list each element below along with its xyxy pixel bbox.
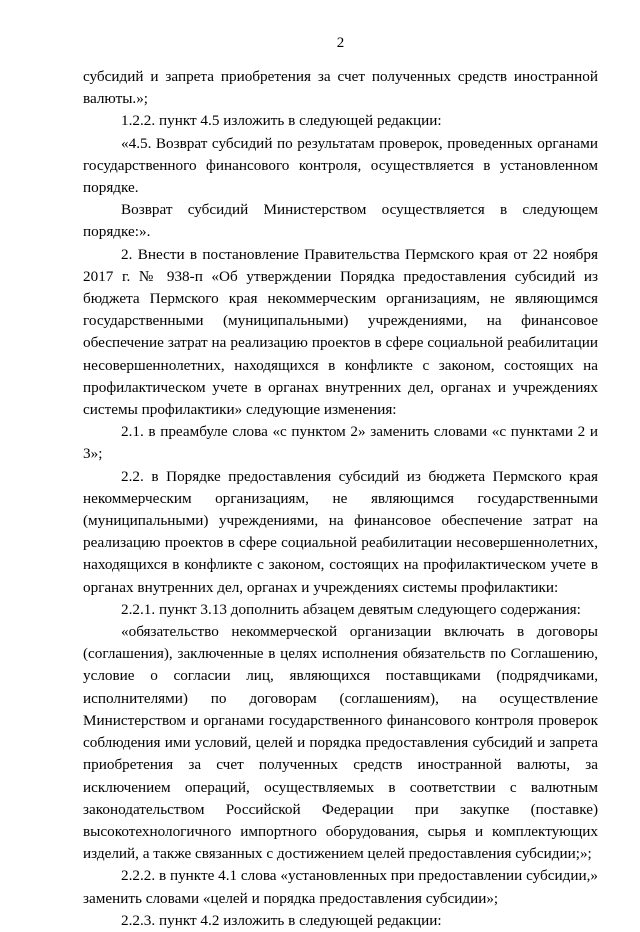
paragraph: 1.2.2. пункт 4.5 изложить в следующей редакции: [121,112,442,130]
paragraph: 2.1. в преамбуле слова «с пунктом 2» заменить словами «с пунктами 2 и 3»; [83,423,598,463]
document-page [83,32,598,932]
paragraph: 2.2.1. пункт 3.13 дополнить абзацем девятым следующего содержания: [121,600,581,618]
page-number: 2 [336,35,345,51]
paragraph: 2.2.3. пункт 4.2 изложить в следующей редакции: [121,911,442,929]
paragraph: субсидий и запрета приобретения за счет полученных средств иностранной валюты.»; [83,68,598,108]
paragraph: 2.2.2. в пункте 4.1 слова «установленных при предоставлении субсидии,» заменить словами «целей и порядка предоставления субсидии»; [83,867,598,907]
paragraph: Возврат субсидий Министерством осуществляется в следующем порядке:». [83,201,598,241]
document-body [83,66,598,932]
paragraph: «4.5. Возврат субсидий по результатам проверок, проведенных органами государственного финансового контроля, осуществляется в установленном порядке. [83,134,598,197]
paragraph: 2.2. в Порядке предоставления субсидий из бюджета Пермского края некоммерческим организациям, не являющимся государственными (муниципальными) учреждениями, на финансовое обеспечение затрат на реализацию проектов в сфере социальной реабилитации несовершеннолетних, находящихся в конфликте с законом, состоящих на профилактическом учете в органах внутренних дел, органах и учреждениях системы профилактики: [83,467,598,596]
paragraph: «обязательство некоммерческой организации включать в договоры (соглашения), заключенные в целях исполнения обязательств по Соглашению, условие о согласии лиц, являющихся поставщиками (подрядчиками, исполнителями) по договорам (соглашениям), на осуществление Министерством и органами государственного финансового контроля проверок соблюдения ими условий, целей и порядка предоставления субсидий и запрета приобретения за счет полученных средств иностранной валюты, за исключением операций, осуществляемых в соответствии с валютным законодательством Российской Федерации при закупке (поставке) высокотехнологичного импортного оборудования, сырья и комплектующих изделий, а также связанных с достижением целей предоставления субсидии;»; [83,623,598,863]
paragraph: 2. Внести в постановление Правительства Пермского края от 22 ноября 2017 г. № 938-п «Об утверждении Порядка предоставления субсидий из бюджета Пермского края некоммерческим организациям, не являющимся государственными (муниципальными) учреждениями, на финансовое обеспечение затрат на реализацию проектов в сфере социальной реабилитации несовершеннолетних, находящихся в конфликте с законом, состоящих на профилактическом учете в органах внутренних дел, органах и учреждениях системы профилактики» следующие изменения: [83,245,598,419]
